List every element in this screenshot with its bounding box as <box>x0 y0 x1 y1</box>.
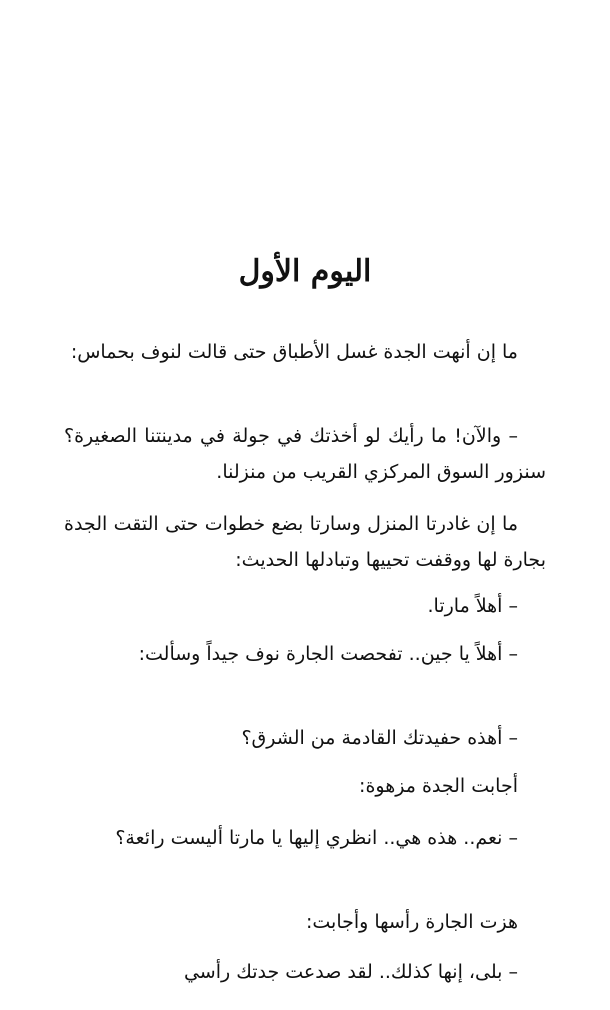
dialogue-line: – أهذه حفيدتك القادمة من الشرق؟ <box>241 727 518 749</box>
dialogue-line: – بلى، إنها كذلك.. لقد صدعت جدتك رأسي <box>183 961 518 983</box>
paragraph: أجابت الجدة مزهوة: <box>359 775 518 797</box>
paragraph: ما إن أنهت الجدة غسل الأطباق حتى قالت لنوف بحماس: <box>70 341 518 363</box>
dialogue-line: – نعم.. هذه هي.. انظري إليها يا مارتا أليست رائعة؟ <box>115 827 518 849</box>
paragraph: – والآن! ما رأيك لو أخذتك في جولة في مدينتنا الصغيرة؟ سنزور السوق المركزي القريب من منزلنا. <box>64 425 546 483</box>
dialogue-line: – أهلاً يا جين.. تفحصت الجارة نوف جيداً وسألت: <box>138 643 518 665</box>
chapter-title: اليوم الأول <box>238 254 372 289</box>
paragraph: ما إن غادرتا المنزل وسارتا بضع خطوات حتى التقت الجدة بجارة لها ووقفت تحييها وتبادلها الحديث: <box>64 513 546 571</box>
paragraph: هزت الجارة رأسها وأجابت: <box>305 911 518 933</box>
dialogue-line: – أهلاً مارتا. <box>427 595 518 617</box>
